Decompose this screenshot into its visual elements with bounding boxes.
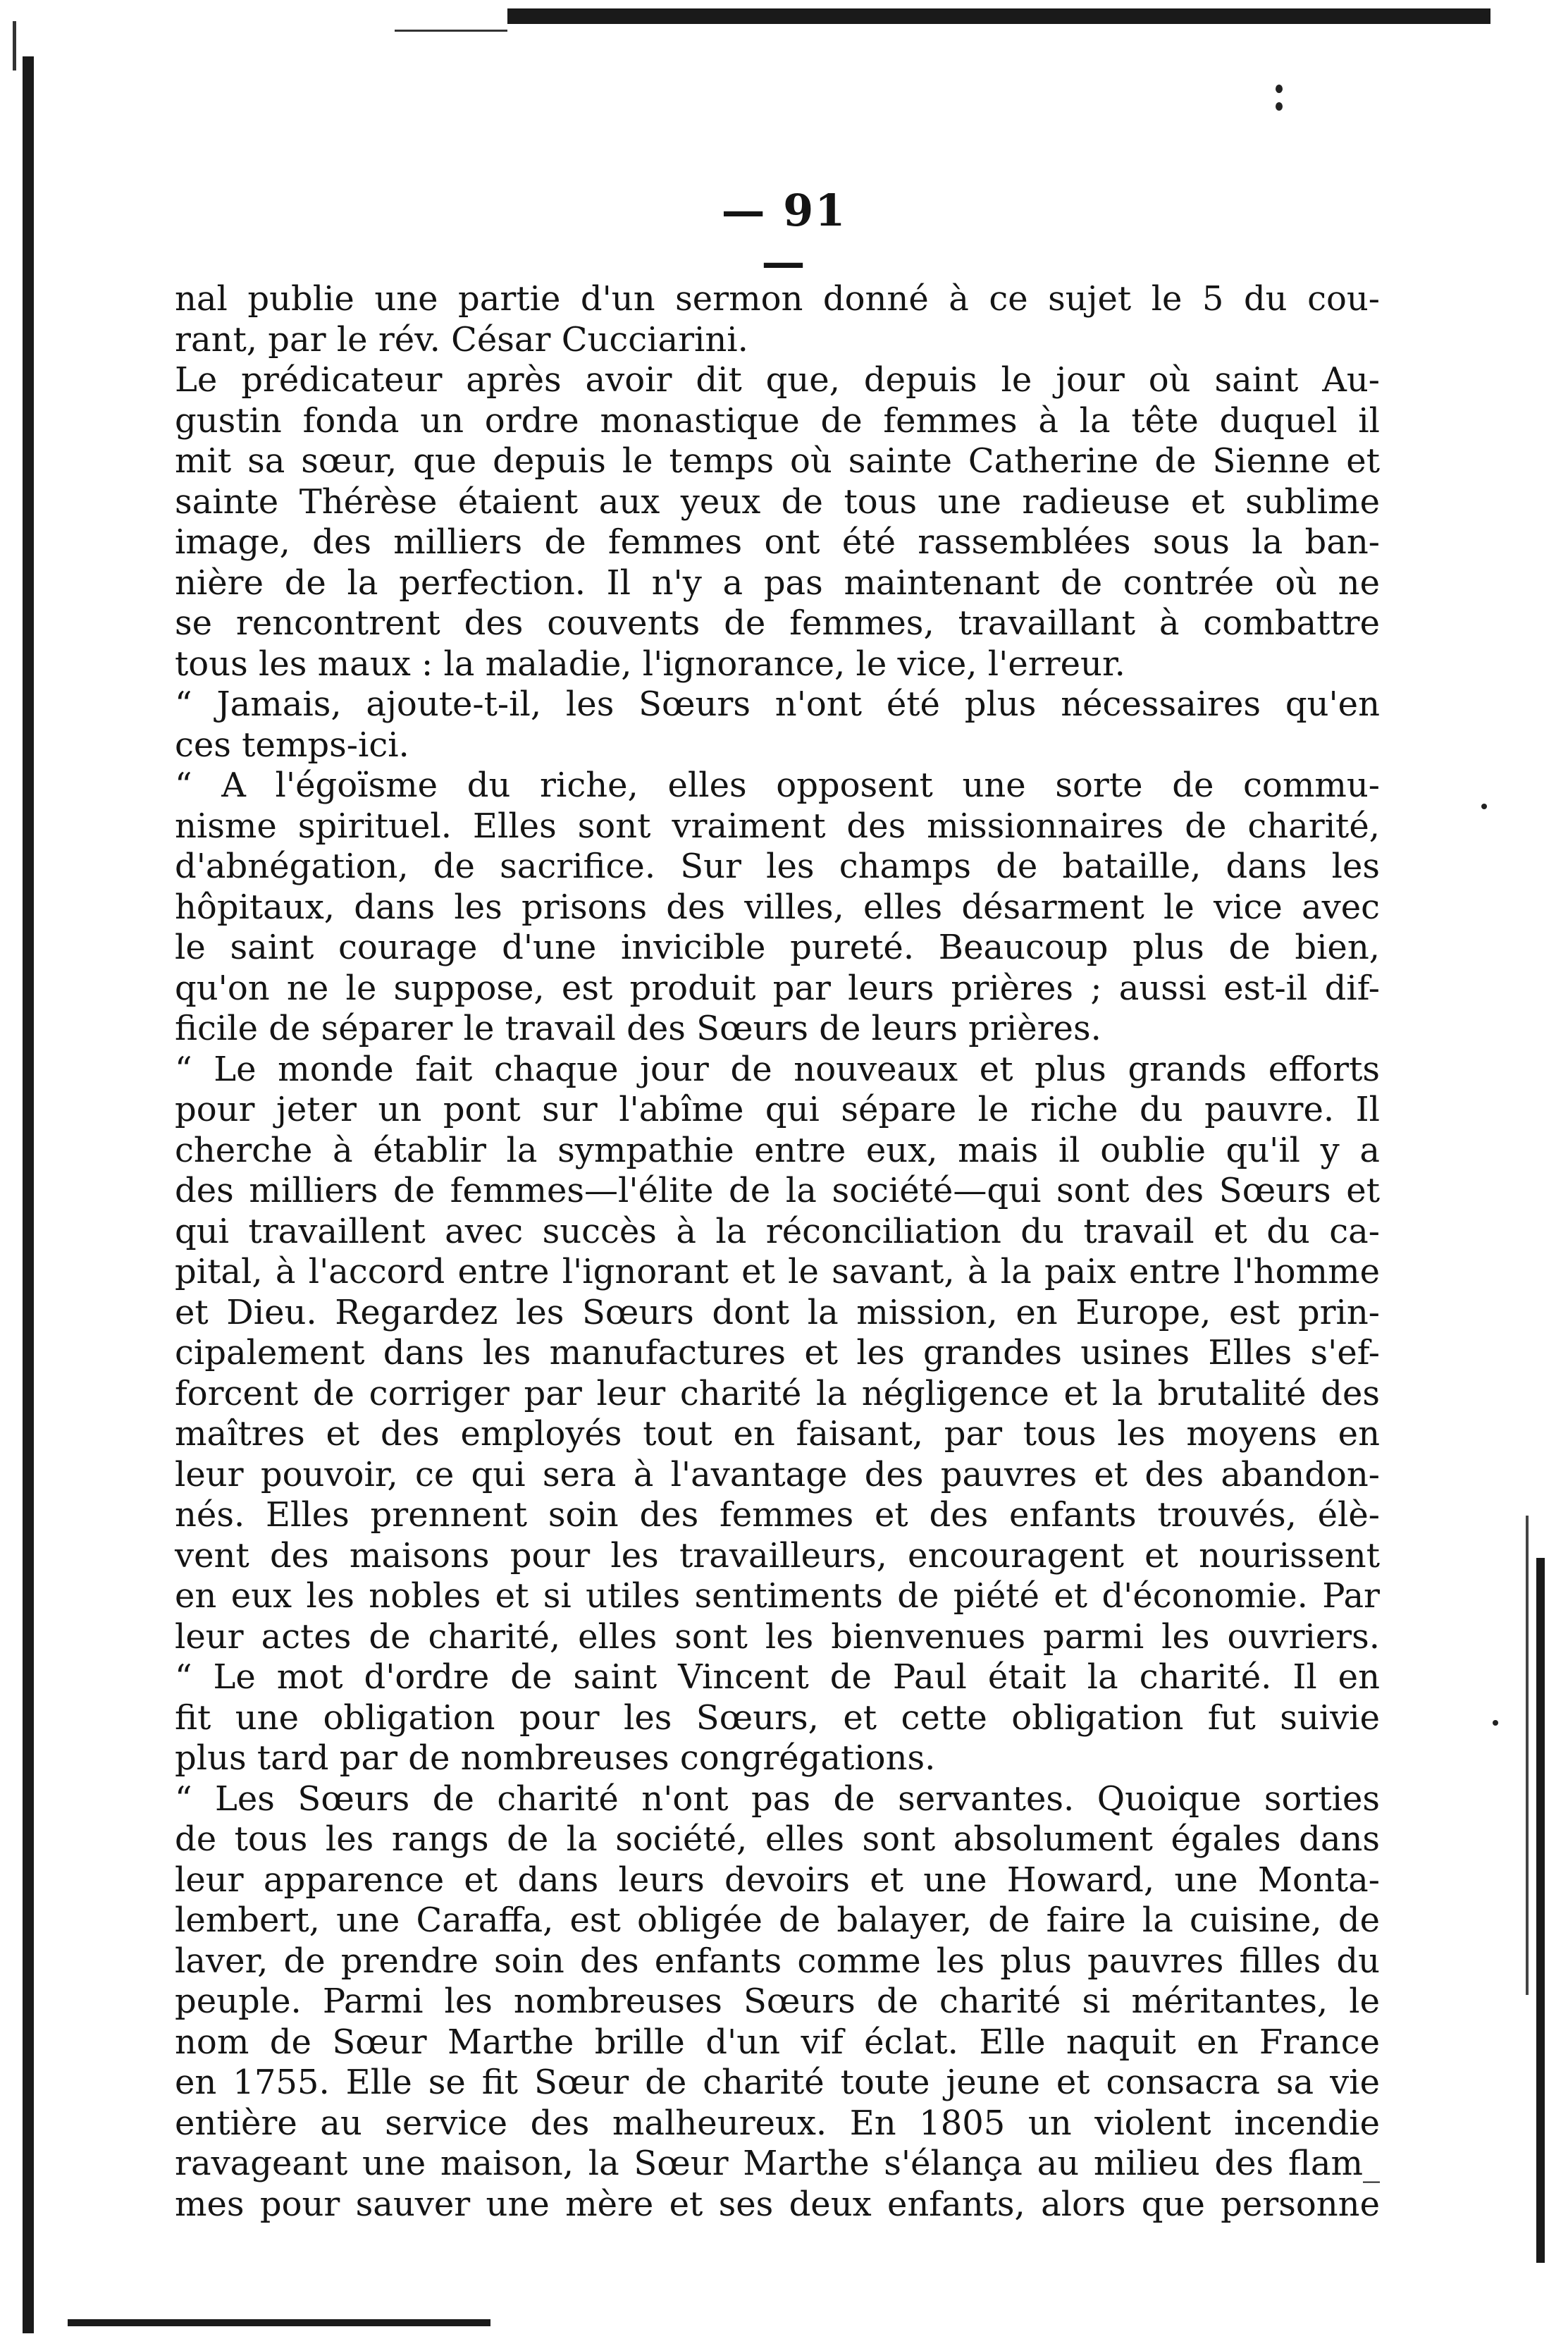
text-line: forcent de corriger par leur charité la négligence et la brutalité des [175,1373,1380,1413]
page-number: — 91 — [721,185,847,288]
text-line: peuple. Parmi les nombreuses Sœurs de charité si méritantes, le [175,1982,1380,2021]
bottom-border-rule [68,2319,490,2326]
ink-speck [1276,85,1283,93]
text-line: nés. Elles prennent soin des femmes et des enfants trouvés, élè- [175,1495,1380,1535]
text-line: pital, à l'accord entre l'ignorant et le savant, à la paix entre l'homme [175,1252,1380,1291]
text-line: fit une obligation pour les Sœurs, et cette obligation fut suivie [175,1697,1380,1738]
text-line: ces temps-ici. [175,725,409,765]
left-border-rule [23,56,34,2333]
ink-speck [1493,1720,1498,1726]
text-line: nière de la perfection. Il n'y a pas maintenant de contrée où ne [175,563,1380,603]
text-line: ficile de séparer le travail des Sœurs de leurs prières. [175,1009,1101,1048]
text-line: leur pouvoir, ce qui sera à l'avantage des pauvres et des abandon- [175,1454,1380,1494]
text-line: des milliers de femmes—l'élite de la société—qui sont des Sœurs et [175,1171,1380,1210]
right-border-rule [1536,1558,1545,2263]
text-line: “ A l'égoïsme du riche, elles opposent une sorte de commu- [175,766,1380,805]
ink-speck [1276,102,1283,111]
text-line: mit sa sœur, que depuis le temps où sainte Catherine de Sienne et [175,441,1380,481]
text-line: laver, de prendre soin des enfants comme les plus pauvres filles du [175,1941,1380,1981]
text-line: en eux les nobles et si utiles sentiments de piété et d'économie. Par [175,1576,1380,1616]
text-line: cipalement dans les manufactures et les grandes usines Elles s'ef- [175,1333,1380,1372]
text-line: nisme spirituel. Elles sont vraiment des missionnaires de charité, [175,806,1380,846]
text-line: de tous les rangs de la société, elles sont absolument égales dans [175,1819,1380,1859]
text-line: qui travaillent avec succès à la réconciliation du travail et du ca- [175,1211,1380,1251]
ink-speck [1481,804,1487,809]
text-line: vent des maisons pour les travailleurs, encouragent et nourissent [175,1535,1380,1576]
left-edge-mark [13,21,16,70]
text-line: lembert, une Caraffa, est obligée de balayer, de faire la cuisine, de [175,1900,1380,1940]
text-line: maîtres et des employés tout en faisant, par tous les moyens en [175,1414,1380,1454]
text-line: en 1755. Elle se fit Sœur de charité toute jeune et consacra sa vie [175,2063,1380,2102]
text-line: d'abnégation, de sacrifice. Sur les champs de bataille, dans les [175,847,1380,886]
text-line: “ Le monde fait chaque jour de nouveaux et plus grands efforts [175,1049,1380,1089]
text-line: hôpitaux, dans les prisons des villes, elles désarment le vice avec [175,887,1380,927]
text-line: et Dieu. Regardez les Sœurs dont la mission, en Europe, est prin- [175,1292,1380,1332]
text-line: nom de Sœur Marthe brille d'un vif éclat. Elle naquit en France [175,2022,1380,2062]
text-line: rant, par le rév. César Cucciarini. [175,319,748,360]
text-line: image, des milliers de femmes ont été rassemblées sous la ban- [175,522,1380,562]
text-line: tous les maux : la maladie, l'ignorance, le vice, l'erreur. [175,644,1125,684]
text-line: ravageant une maison, la Sœur Marthe s'élança au milieu des flam_ [175,2144,1380,2183]
text-line: se rencontrent des couvents de femmes, travaillant à combattre [175,603,1380,643]
body-text [175,279,1380,2225]
text-line: leur actes de charité, elles sont les bienvenues parmi les ouvriers. [175,1616,1380,1657]
text-line: sainte Thérèse étaient aux yeux de tous une radieuse et sublime [175,481,1380,522]
text-line: gustin fonda un ordre monastique de femmes à la tête duquel il [175,400,1380,441]
text-line: pour jeter un pont sur l'abîme qui sépare le riche du pauvre. Il [175,1090,1380,1129]
text-line: plus tard par de nombreuses congrégations. [175,1738,936,1778]
text-line: “ Les Sœurs de charité n'ont pas de servantes. Quoique sorties [175,1779,1380,1819]
text-line: “ Jamais, ajoute-t-il, les Sœurs n'ont été plus nécessaires qu'en [175,684,1380,724]
text-line: leur apparence et dans leurs devoirs et une Howard, une Monta- [175,1860,1380,1900]
right-edge-mark [1526,1516,1529,1995]
text-line: cherche à établir la sympathie entre eux, mais il oublie qu'il y a [175,1130,1380,1170]
text-line: Le prédicateur après avoir dit que, depuis le jour où saint Au- [175,360,1380,400]
text-line: nal publie une partie d'un sermon donné à ce sujet le 5 du cou- [175,279,1380,319]
text-line: “ Le mot d'ordre de saint Vincent de Paul était la charité. Il en [175,1657,1380,1697]
text-line: qu'on ne le suppose, est produit par leurs prières ; aussi est-il dif- [175,968,1380,1008]
text-line: le saint courage d'une invicible pureté. Beaucoup plus de bien, [175,928,1380,967]
top-border-rule [507,8,1490,27]
text-line: mes pour sauver une mère et ses deux enfants, alors que personne [175,2184,1380,2224]
text-line: entière au service des malheureux. En 1805 un violent incendie [175,2103,1380,2143]
